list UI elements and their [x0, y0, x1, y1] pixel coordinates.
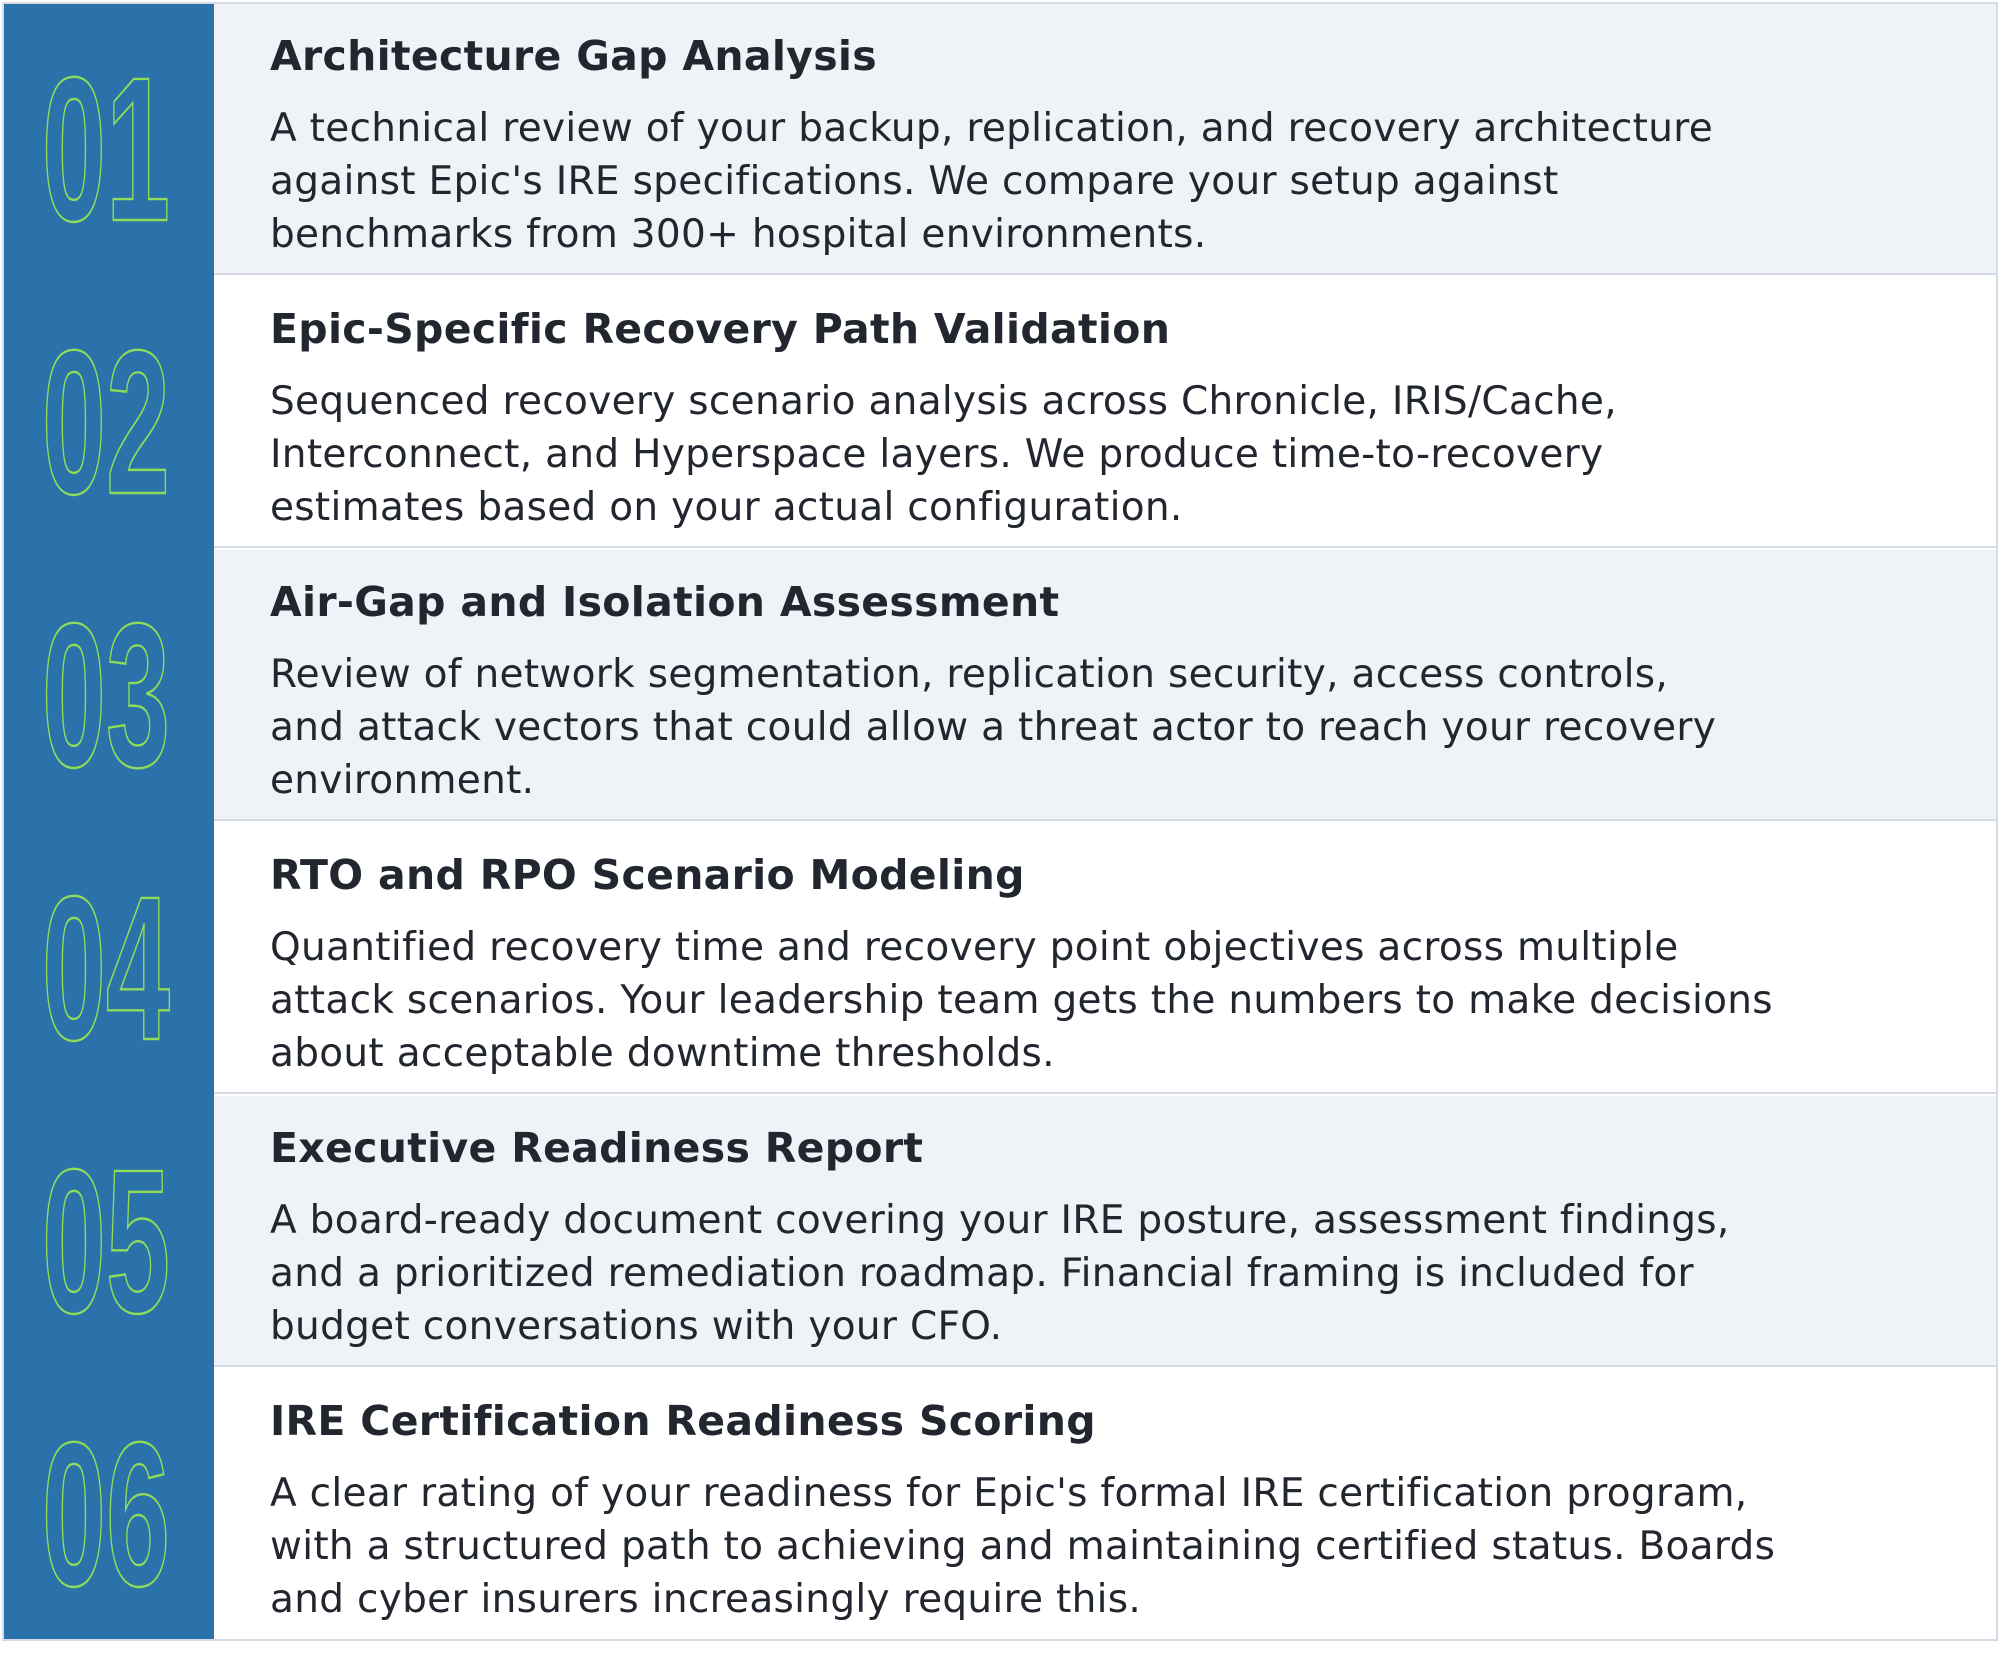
step-number-text: 03 — [42, 581, 170, 810]
step-description: A board-ready document covering your IRE posture, assessment findings, and a prioritized remediation roadmap. Financial framing is included for budget conversations with your CFO. — [270, 1198, 1730, 1349]
step-content — [214, 1369, 1996, 1639]
step-content — [214, 4, 1996, 275]
step-number-text: 02 — [42, 308, 170, 537]
step-content — [214, 550, 1996, 821]
step-number — [4, 823, 214, 1094]
step-number-text: 06 — [42, 1400, 170, 1629]
step-description: Review of network segmentation, replication security, access controls, and attack vectors that could allow a threat actor to reach your recovery environment. — [270, 652, 1717, 803]
step-number — [4, 1369, 214, 1639]
services-panel — [2, 2, 1998, 1641]
step-description: Sequenced recovery scenario analysis across Chronicle, IRIS/Cache, Interconnect, and Hyperspace layers. We produce time-to-recovery estimates based on your actual configuration. — [270, 379, 1617, 530]
step-number-text: 01 — [42, 35, 170, 264]
list-item — [4, 823, 1996, 1094]
step-number — [4, 4, 214, 275]
step-number — [4, 1096, 214, 1367]
step-content — [214, 1096, 1996, 1367]
list-item — [4, 1096, 1996, 1367]
step-description: A clear rating of your readiness for Epic's formal IRE certification program, with a structured path to achieving and maintaining certified status. Boards and cyber insurers increasingly require this. — [270, 1471, 1776, 1622]
list-item — [4, 4, 1996, 275]
list-item — [4, 1369, 1996, 1639]
list-item — [4, 550, 1996, 821]
step-title: IRE Certification Readiness Scoring — [270, 1397, 1096, 1445]
step-content — [214, 823, 1996, 1094]
step-description: A technical review of your backup, replication, and recovery architecture against Epic's IRE specifications. We compare your setup against benchmarks from 300+ hospital environments. — [270, 106, 1713, 257]
step-title: Epic-Specific Recovery Path Validation — [270, 305, 1171, 353]
step-title: RTO and RPO Scenario Modeling — [270, 851, 1025, 899]
step-title: Executive Readiness Report — [270, 1124, 924, 1172]
step-title: Air-Gap and Isolation Assessment — [270, 578, 1060, 626]
service-list — [4, 4, 1996, 1639]
step-title: Architecture Gap Analysis — [270, 32, 877, 80]
step-number — [4, 550, 214, 821]
step-number-text: 04 — [42, 854, 170, 1083]
step-number-text: 05 — [42, 1127, 170, 1356]
step-content — [214, 277, 1996, 548]
step-number — [4, 277, 214, 548]
list-item — [4, 277, 1996, 548]
step-description: Quantified recovery time and recovery point objectives across multiple attack scenarios. Your leadership team gets the numbers to make decisions about acceptable downtime thresholds. — [270, 925, 1773, 1076]
